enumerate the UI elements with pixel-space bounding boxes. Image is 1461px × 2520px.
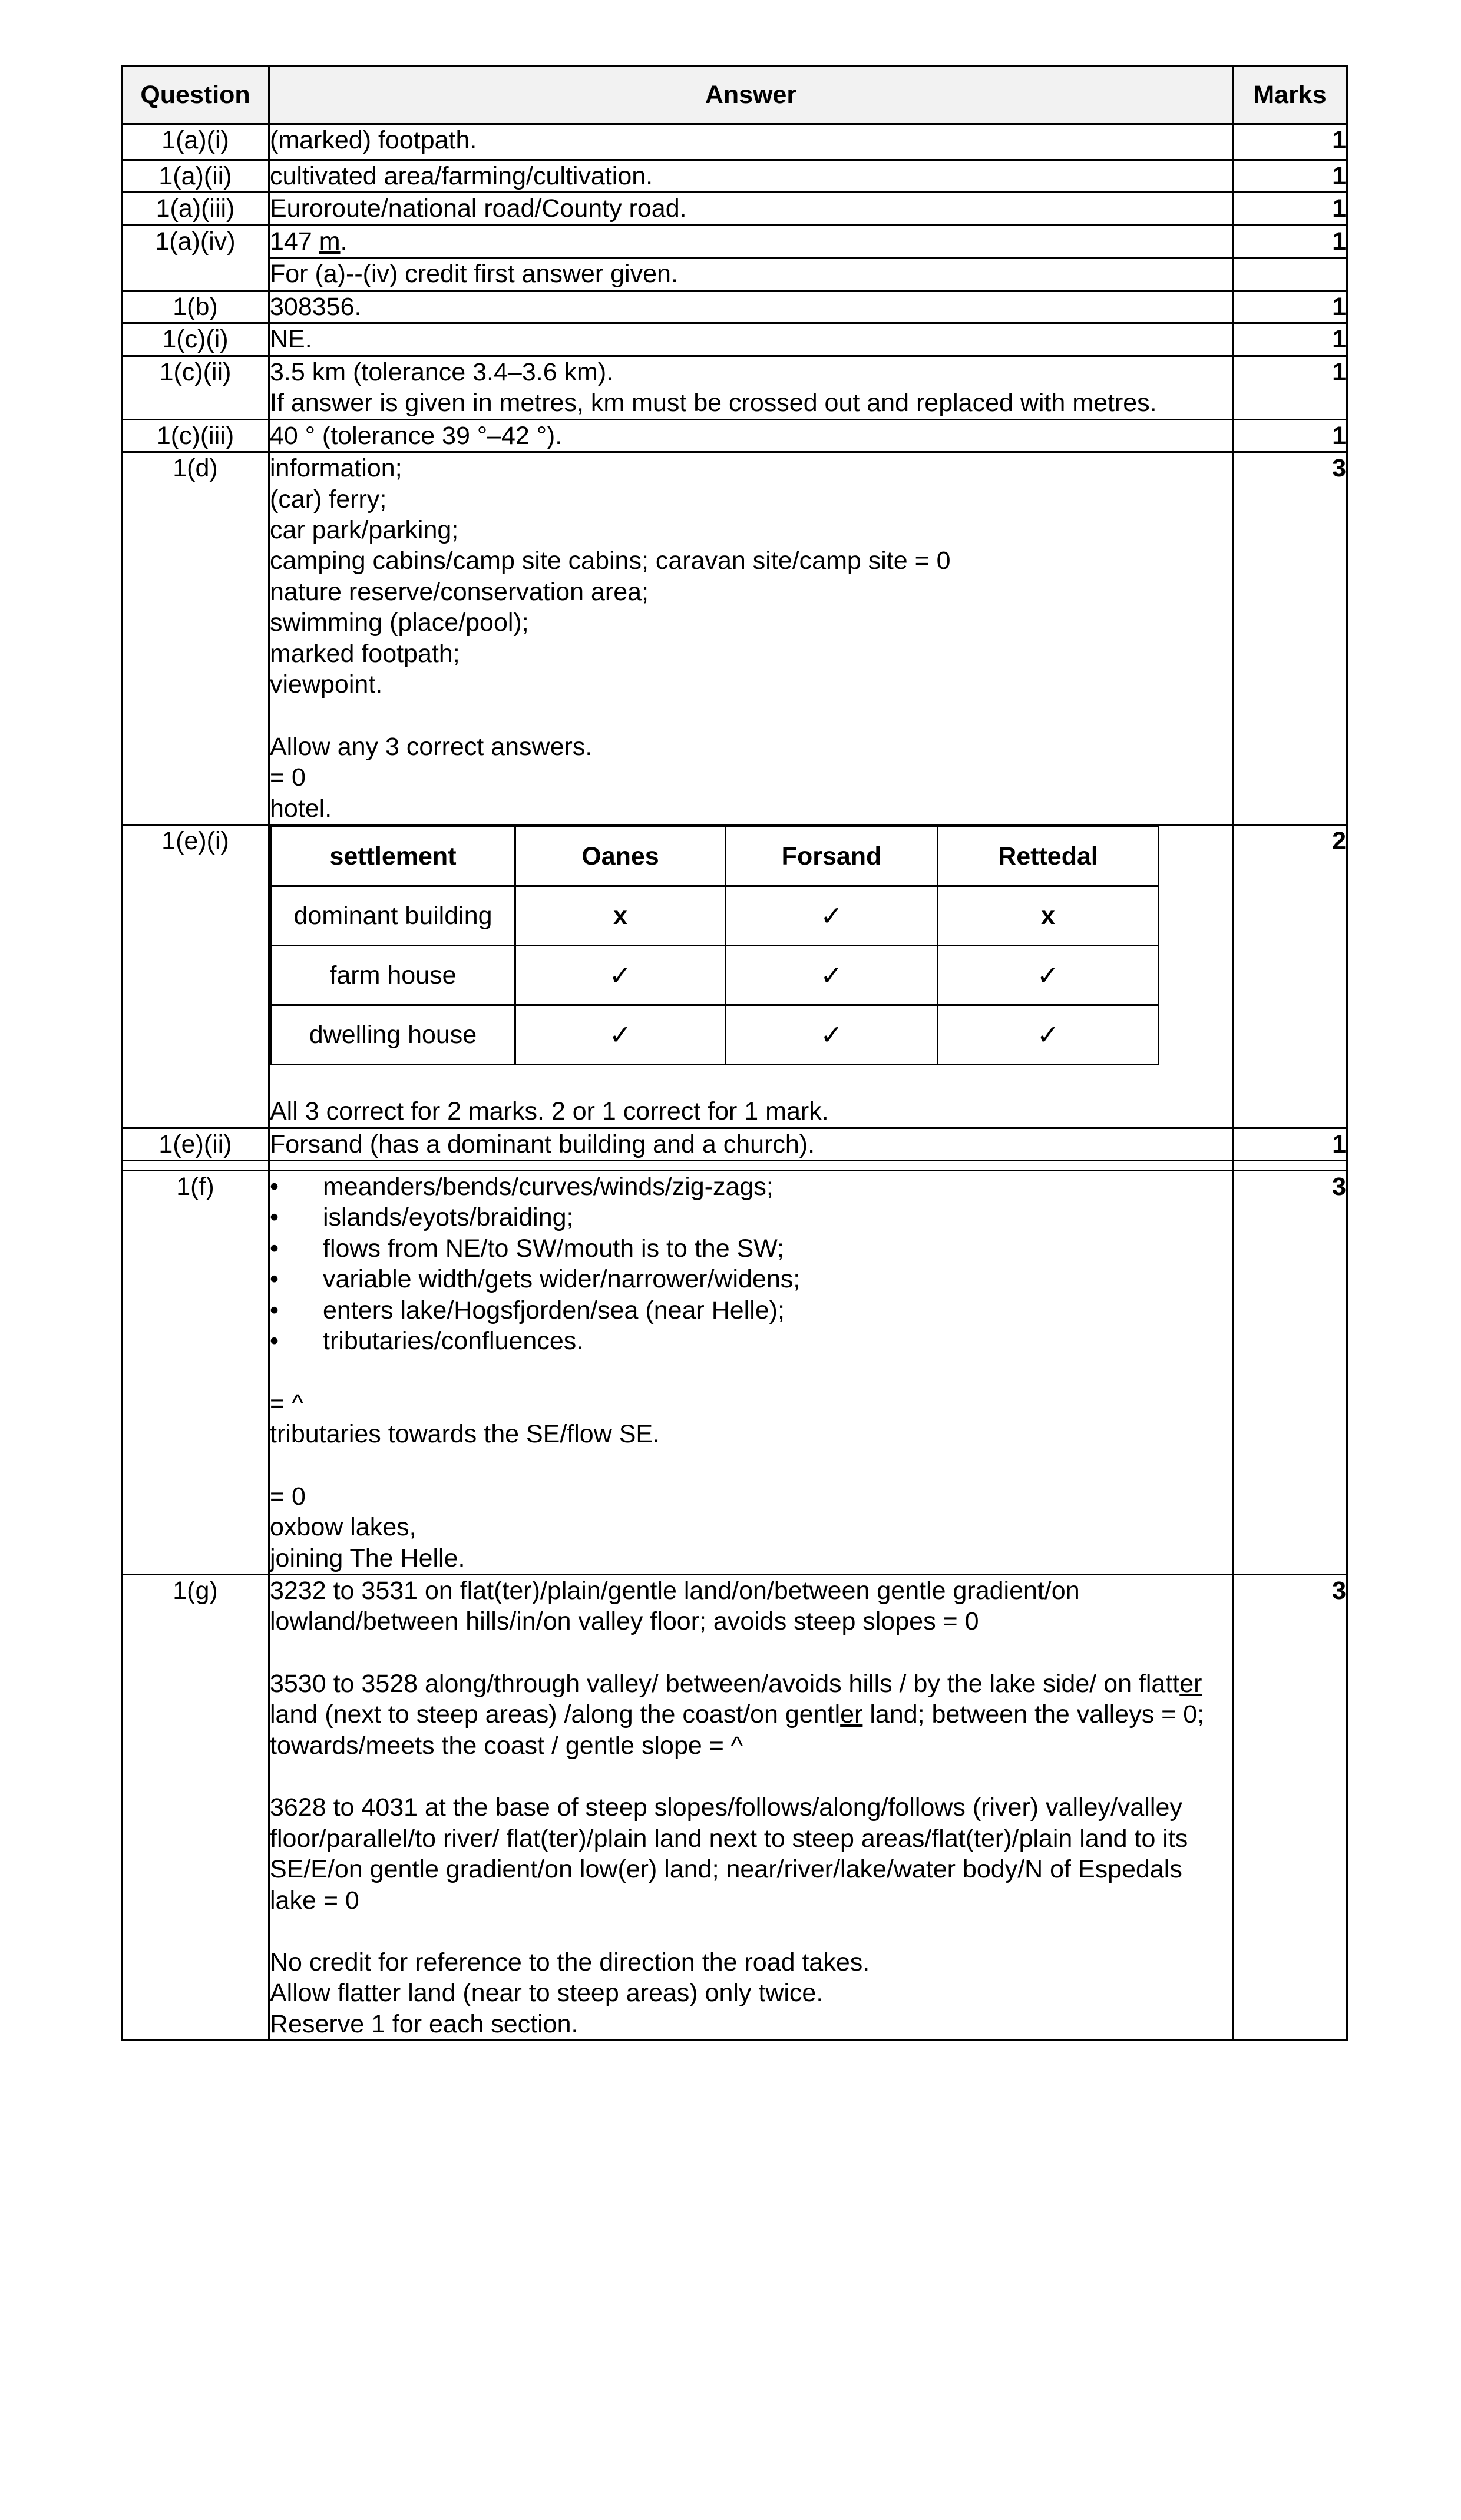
marks-cell: 3 bbox=[1233, 1574, 1347, 2040]
building-type: dominant building bbox=[271, 886, 515, 946]
list-item: • islands/eyots/braiding; bbox=[270, 1202, 1232, 1233]
marks-cell: 1 bbox=[1233, 160, 1347, 193]
table-row bbox=[122, 258, 1347, 290]
rettedal-header: Rettedal bbox=[938, 827, 1159, 886]
question-number: 1(e)(i) bbox=[122, 825, 269, 1128]
question-number: 1(d) bbox=[122, 452, 269, 825]
cross-mark: x bbox=[938, 886, 1159, 946]
guidance-note: Allow any 3 correct answers. bbox=[270, 732, 593, 761]
question-number: 1(c)(i) bbox=[122, 323, 269, 356]
table-row bbox=[122, 356, 1347, 419]
answer-cell bbox=[269, 356, 1233, 419]
answer-cell: 40 ° (tolerance 39 °–42 °). bbox=[269, 419, 1233, 452]
answer-cell: Euroroute/national road/County road. bbox=[269, 193, 1233, 225]
table-row bbox=[122, 160, 1347, 193]
spacer bbox=[270, 1637, 1232, 1668]
guidance-note: For (a)--(iv) credit first answer given. bbox=[269, 258, 1233, 290]
question-number: 1(b) bbox=[122, 290, 269, 323]
zero-marker: = 0 bbox=[270, 1482, 306, 1511]
answer-end: . bbox=[340, 227, 348, 256]
list-item: • meanders/bends/curves/winds/zig-zags; bbox=[270, 1171, 1232, 1202]
answer-line: joining The Helle. bbox=[270, 1544, 465, 1572]
question-number: 1(a)(i) bbox=[122, 124, 269, 160]
answer-line: nature reserve/conservation area; bbox=[270, 577, 649, 606]
answer-cell bbox=[269, 825, 1233, 1128]
answer-line: tributaries towards the SE/flow SE. bbox=[270, 1420, 660, 1449]
settlement-row bbox=[271, 886, 1159, 946]
mark-scheme-table bbox=[121, 65, 1348, 2041]
question-number: 1(a)(iii) bbox=[122, 193, 269, 225]
question-number: 1(e)(ii) bbox=[122, 1128, 269, 1160]
spacer bbox=[270, 1450, 1232, 1481]
marks-cell: 3 bbox=[1233, 452, 1347, 825]
settlement-header-row bbox=[271, 827, 1159, 886]
table-row bbox=[122, 124, 1347, 160]
question-number: 1(c)(iii) bbox=[122, 419, 269, 452]
table-row bbox=[122, 1170, 1347, 1574]
marks-cell: 1 bbox=[1233, 356, 1347, 419]
answer-cell: cultivated area/farming/cultivation. bbox=[269, 160, 1233, 193]
check-mark: ✓ bbox=[726, 1005, 938, 1065]
answer-paragraph: 3232 to 3531 on flat(ter)/plain/gentle land/on/between gentle gradient/on lowland/between hills/in/on valley floor; avoids steep slopes = 0 bbox=[270, 1576, 1080, 1636]
settlement-row bbox=[271, 946, 1159, 1005]
table-row bbox=[122, 419, 1347, 452]
text-run: land; between the valleys = 0; towards/meets the coast / gentle slope = ^ bbox=[270, 1700, 1205, 1760]
zero-marker: = 0 bbox=[270, 763, 306, 792]
spacer bbox=[270, 1761, 1232, 1792]
question-number: 1(g) bbox=[122, 1574, 269, 2040]
building-type: dwelling house bbox=[271, 1005, 515, 1065]
underlined-text: er bbox=[840, 1700, 863, 1729]
answer-paragraph bbox=[270, 1668, 1232, 1761]
guidance-note: Allow flatter land (near to steep areas) only twice. bbox=[270, 1979, 824, 2008]
answer-cell bbox=[269, 452, 1233, 825]
answer-line: information; bbox=[270, 454, 402, 483]
answer-unit: m bbox=[319, 227, 341, 256]
answer-line: car park/parking; bbox=[270, 515, 459, 544]
table-row bbox=[122, 323, 1347, 356]
marks-cell: 1 bbox=[1233, 1128, 1347, 1160]
cross-mark: x bbox=[515, 886, 726, 946]
list-item: • variable width/gets wider/narrower/widens; bbox=[270, 1264, 1232, 1294]
building-type: farm house bbox=[271, 946, 515, 1005]
answer-cell: (marked) footpath. bbox=[269, 124, 1233, 160]
guidance-note: All 3 correct for 2 marks. 2 or 1 correct for 1 mark. bbox=[270, 1097, 829, 1126]
check-mark: ✓ bbox=[938, 1005, 1159, 1065]
check-mark: ✓ bbox=[938, 946, 1159, 1005]
marks-cell: 1 bbox=[1233, 323, 1347, 356]
check-mark: ✓ bbox=[726, 946, 938, 1005]
answer-cell: NE. bbox=[269, 323, 1233, 356]
answer-line: If answer is given in metres, km must be crossed out and replaced with metres. bbox=[270, 389, 1157, 418]
check-mark: ✓ bbox=[515, 946, 726, 1005]
answer-header: Answer bbox=[269, 66, 1233, 124]
header-row bbox=[122, 66, 1347, 124]
list-item: • enters lake/Hogsfjorden/sea (near Helle); bbox=[270, 1295, 1232, 1326]
table-row bbox=[122, 1128, 1347, 1160]
separator-row bbox=[122, 1160, 1347, 1170]
marks-cell: 2 bbox=[1233, 825, 1347, 1128]
marks-cell bbox=[1233, 258, 1347, 290]
separator-cell bbox=[122, 1160, 269, 1170]
table-row bbox=[122, 825, 1347, 1128]
table-row bbox=[122, 452, 1347, 825]
check-mark: ✓ bbox=[726, 886, 938, 946]
guidance-note: Reserve 1 for each section. bbox=[270, 2009, 579, 2038]
text-run: 3530 to 3528 along/through valley/ between/avoids hills / by the lake side/ on flatt bbox=[270, 1669, 1180, 1698]
spacer bbox=[270, 1916, 1232, 1947]
marks-cell: 1 bbox=[1233, 193, 1347, 225]
marks-header: Marks bbox=[1233, 66, 1347, 124]
marks-cell: 1 bbox=[1233, 419, 1347, 452]
spacer bbox=[270, 1357, 1232, 1388]
answer-bullet-list bbox=[270, 1171, 1232, 1357]
answer-line: swimming (place/pool); bbox=[270, 608, 529, 637]
forsand-header: Forsand bbox=[726, 827, 938, 886]
settlement-table bbox=[270, 826, 1159, 1065]
marks-cell: 3 bbox=[1233, 1170, 1347, 1574]
settlement-header: settlement bbox=[271, 827, 515, 886]
answer-line: marked footpath; bbox=[270, 639, 460, 668]
answer-line: camping cabins/camp site cabins; caravan site/camp site = 0 bbox=[270, 547, 951, 575]
oanes-header: Oanes bbox=[515, 827, 726, 886]
table-row bbox=[122, 1574, 1347, 2040]
table-row bbox=[122, 225, 1347, 257]
check-mark: ✓ bbox=[515, 1005, 726, 1065]
separator-cell bbox=[269, 1160, 1233, 1170]
spacer bbox=[270, 700, 1232, 731]
answer-cell: Forsand (has a dominant building and a church). bbox=[269, 1128, 1233, 1160]
caret-marker: = ^ bbox=[270, 1389, 304, 1418]
answer-line: (car) ferry; bbox=[270, 485, 387, 514]
marks-cell: 1 bbox=[1233, 225, 1347, 257]
table-row bbox=[122, 193, 1347, 225]
answer-line: viewpoint. bbox=[270, 670, 383, 699]
question-number: 1(a)(iv) bbox=[122, 225, 269, 290]
guidance-note: No credit for reference to the direction the road takes. bbox=[270, 1948, 870, 1977]
question-number: 1(f) bbox=[122, 1170, 269, 1574]
list-item: • flows from NE/to SW/mouth is to the SW; bbox=[270, 1233, 1232, 1264]
table-row bbox=[122, 290, 1347, 323]
settlement-row bbox=[271, 1005, 1159, 1065]
answer-cell bbox=[269, 1170, 1233, 1574]
separator-cell bbox=[1233, 1160, 1347, 1170]
text-run: land (next to steep areas) /along the coast/on gentl bbox=[270, 1700, 841, 1729]
question-header: Question bbox=[122, 66, 269, 124]
answer-line: hotel. bbox=[270, 794, 332, 823]
question-number: 1(a)(ii) bbox=[122, 160, 269, 193]
answer-paragraph: 3628 to 4031 at the base of steep slopes/follows/along/follows (river) valley/valley floor/parallel/to river/ flat(ter)/plain land next to steep areas/flat(ter)/plain land to its SE/E/on gentle gradient/on low(er) land; near/river/lake/water body/N of Espedals lake = 0 bbox=[270, 1793, 1188, 1915]
question-number: 1(c)(ii) bbox=[122, 356, 269, 419]
marks-cell: 1 bbox=[1233, 124, 1347, 160]
answer-cell bbox=[269, 225, 1233, 257]
answer-cell: 308356. bbox=[269, 290, 1233, 323]
underlined-text: er bbox=[1179, 1669, 1202, 1698]
answer-line: oxbow lakes, bbox=[270, 1513, 417, 1542]
answer-line: 3.5 km (tolerance 3.4–3.6 km). bbox=[270, 357, 614, 386]
answer-cell bbox=[269, 1574, 1233, 2040]
marks-cell: 1 bbox=[1233, 290, 1347, 323]
list-item: • tributaries/confluences. bbox=[270, 1326, 1232, 1356]
answer-value: 147 bbox=[270, 227, 319, 256]
